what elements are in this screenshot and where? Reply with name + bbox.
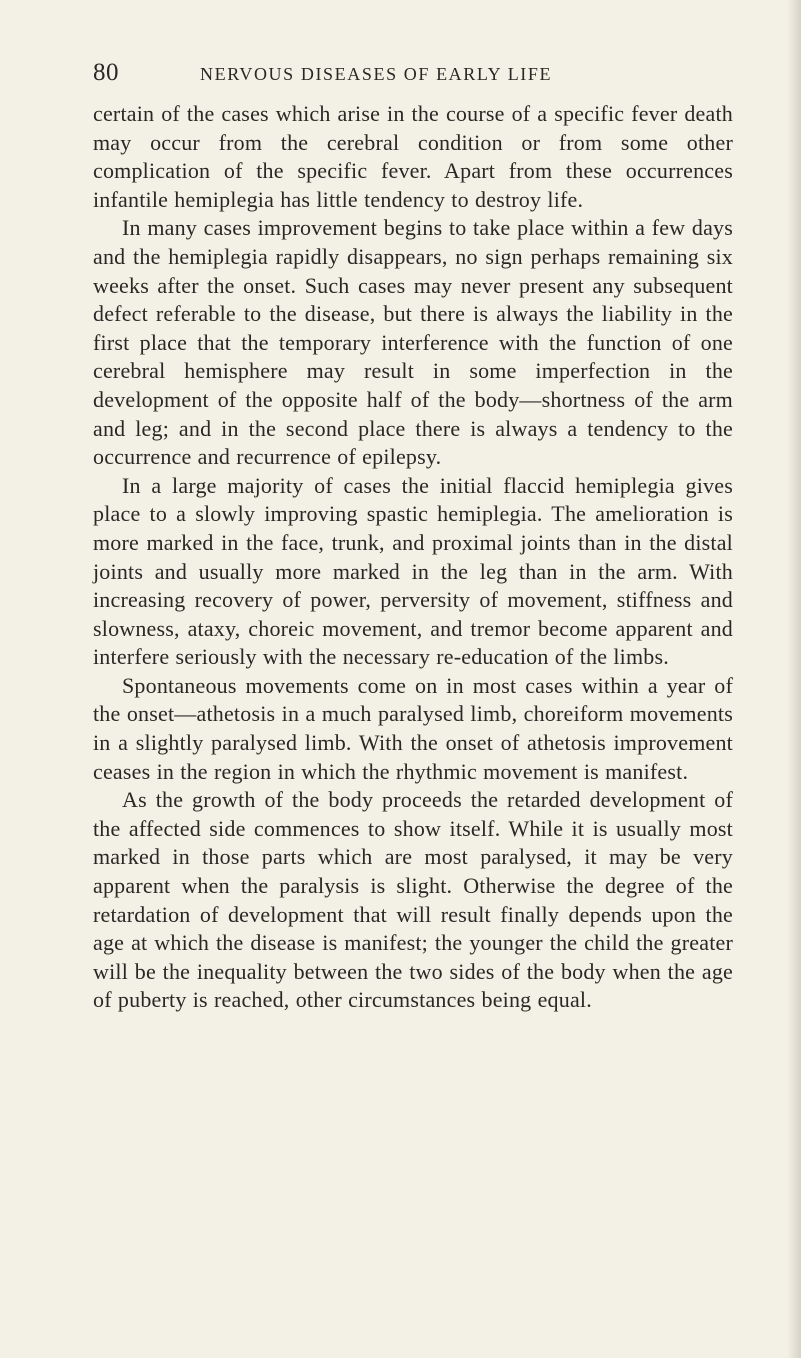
paragraph: As the growth of the body proceeds the retarded development of the affected side commences to show itself. While it is usually most marked in those parts which are most paralysed, it may be very apparent when the paralysis is slight. Otherwise the degree of the retardation of development that will result finally depends upon the age at which the disease is manifest; the younger the child the greater will be the inequality between the two sides of the body when the age of puberty is reached, other circumstances being equal. [93, 787, 733, 1013]
page-header [93, 58, 733, 88]
paragraph: In a large majority of cases the initial flaccid hemiplegia gives place to a slowly improving spastic hemiplegia. The amelioration is more marked in the face, trunk, and proximal joints than in the distal joints and usually more marked in the leg than in the arm. With increasing recovery of power, perversity of movement, stiffness and slowness, ataxy, choreic movement, and tremor become apparent and interfere seriously with the necessary re-education of the limbs. [93, 472, 733, 670]
running-title: NERVOUS DISEASES OF EARLY LIFE [200, 64, 553, 84]
paragraph: Spontaneous movements come on in most cases within a year of the onset—athetosis in a much paralysed limb, choreiform movements in a slightly paralysed limb. With the onset of athetosis improvement ceases in the region in which the rhythmic movement is manifest. [93, 672, 733, 784]
paragraph: certain of the cases which arise in the course of a specific fever death may occur from the cerebral condition or from some other complication of the specific fever. Apart from these occurrences infantile hemiplegia has little tendency to destroy life. [93, 101, 733, 212]
page-number: 80 [93, 59, 119, 86]
paragraph: In many cases improvement begins to take place within a few days and the hemiplegia rapidly disappears, no sign perhaps remaining six weeks after the onset. Such cases may never present any subsequent defect referable to the disease, but there is always the liability in the first place that the temporary interference with the function of one cerebral hemisphere may result in some imperfection in the development of the opposite half of the body—shortness of the arm and leg; and in the second place there is always a tendency to the occurrence and recurrence of epilepsy. [93, 215, 733, 470]
body-text [93, 100, 733, 1015]
page-edge-shadow [787, 0, 801, 1358]
